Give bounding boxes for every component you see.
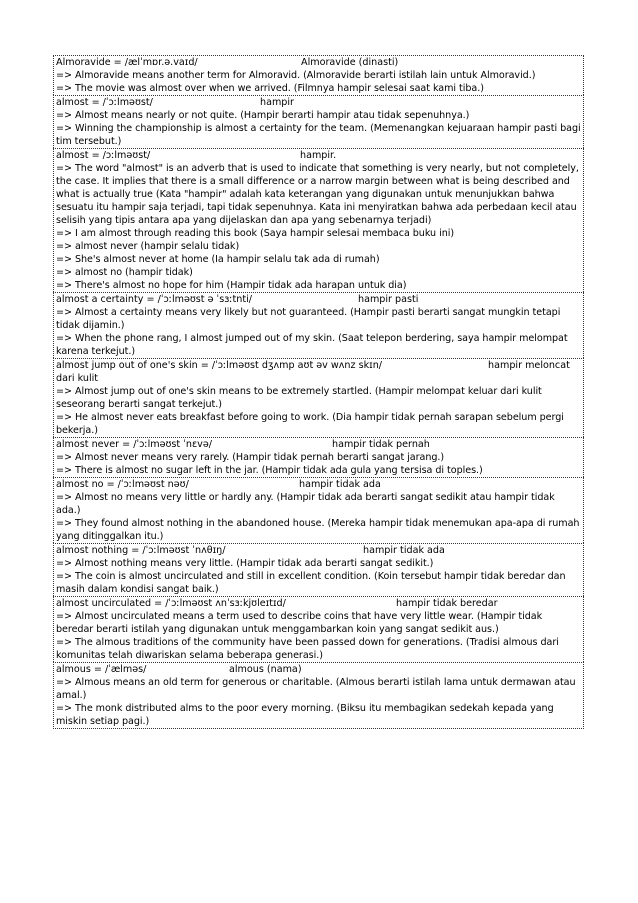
entry-line: => almost no (hampir tidak) bbox=[56, 267, 193, 278]
entry-headword: almost no = /ˈɔːlməʊst nəʊ/ bbox=[56, 479, 189, 490]
dictionary-entry bbox=[53, 477, 584, 543]
entry-line: => The almous traditions of the community have been passed down for generations. (Tradisi almous dari komunitas telah diwariskan selama beberapa generasi.) bbox=[56, 637, 559, 661]
dictionary-entry bbox=[53, 596, 584, 662]
entry-headword: almost uncirculated = /ˈɔːlməʊst ʌnˈsɜːkjʊleɪtɪd/ bbox=[56, 598, 286, 609]
entry-header bbox=[56, 438, 582, 451]
entry-headword: almost never = /ˈɔːlməʊst ˈnɛvə/ bbox=[56, 439, 212, 450]
dictionary-entry bbox=[53, 55, 584, 95]
entry-header bbox=[56, 96, 582, 109]
entry-line: => I am almost through reading this book (Saya hampir selesai membaca buku ini) bbox=[56, 228, 455, 239]
entry-line: => When the phone rang, I almost jumped out of my skin. (Saat telepon berdering, saya hampir melompat karena terkejut.) bbox=[56, 333, 568, 357]
entry-line: => The movie was almost over when we arrived. (Filmnya hampir selesai saat kami tiba.) bbox=[56, 83, 484, 94]
entry-line: => The monk distributed alms to the poor every morning. (Biksu itu membagikan sedekah kepada yang miskin setiap pagi.) bbox=[56, 703, 554, 727]
entry-headword: almost a certainty = /ˈɔːlməʊst ə ˈsɜːtnti/ bbox=[56, 294, 253, 305]
entry-header bbox=[56, 359, 582, 385]
entry-line: => almost never (hampir selalu tidak) bbox=[56, 241, 240, 252]
entry-line: => Winning the championship is almost a certainty for the team. (Memenangkan kejuaraan hampir pasti bagi tim tersebut.) bbox=[56, 123, 581, 147]
entry-header bbox=[56, 293, 582, 306]
entry-line: => There is almost no sugar left in the jar. (Hampir tidak ada gula yang tersisa di toples.) bbox=[56, 465, 483, 476]
dictionary-entry bbox=[53, 95, 584, 148]
entry-headword: almost jump out of one's skin = /ˈɔːlməʊst dʒʌmp aʊt əv wʌnz skɪn/ bbox=[56, 360, 383, 371]
entry-translation: hampir tidak pernah bbox=[332, 439, 430, 450]
entry-translation: hampir tidak ada bbox=[363, 545, 445, 556]
entry-line: => He almost never eats breakfast before going to work. (Dia hampir tidak pernah sarapan sebelum pergi bekerja.) bbox=[56, 412, 564, 436]
entry-line: => Almost jump out of one's skin means to be extremely startled. (Hampir melompat keluar dari kulit seseorang berarti sangat terkejut.) bbox=[56, 386, 542, 410]
entry-line: => Almost nothing means very little. (Hampir tidak ada berarti sangat sedikit.) bbox=[56, 558, 434, 569]
entry-header bbox=[56, 544, 582, 557]
entry-header bbox=[56, 149, 582, 162]
entry-headword: almost nothing = /ˈɔːlməʊst ˈnʌθɪŋ/ bbox=[56, 545, 226, 556]
entry-line: => Almost never means very rarely. (Hampir tidak pernah berarti sangat jarang.) bbox=[56, 452, 445, 463]
entry-header bbox=[56, 478, 582, 491]
entry-header bbox=[56, 663, 582, 676]
entry-line: => Almoravide means another term for Almoravid. (Almoravide berarti istilah lain untuk Almoravid.) bbox=[56, 70, 536, 81]
entry-line: => Almost means nearly or not quite. (Hampir berarti hampir atau tidak sepenuhnya.) bbox=[56, 110, 470, 121]
dictionary-entry bbox=[53, 148, 584, 292]
entry-translation: Almoravide (dinasti) bbox=[301, 57, 399, 68]
entry-line: => Almost a certainty means very likely but not guaranteed. (Hampir pasti berarti sangat mungkin tetapi tidak dijamin.) bbox=[56, 307, 561, 331]
entry-headword: almost = /ɔːlməʊst/ bbox=[56, 150, 151, 161]
entry-translation: almous (nama) bbox=[229, 664, 302, 675]
dictionary-entry bbox=[53, 437, 584, 477]
entry-headword: almous = /ˈælməs/ bbox=[56, 664, 147, 675]
entry-line: => Almous means an old term for generous or charitable. (Almous berarti istilah lama untuk dermawan atau amal.) bbox=[56, 677, 576, 701]
entry-line: => Almost no means very little or hardly any. (Hampir tidak ada berarti sangat sedikit atau hampir tidak ada.) bbox=[56, 492, 555, 516]
entry-line: => The coin is almost uncirculated and still in excellent condition. (Koin tersebut hampir tidak beredar dan masih dalam kondisi sangat baik.) bbox=[56, 571, 566, 595]
entry-translation: hampir. bbox=[300, 150, 337, 161]
entry-translation: hampir bbox=[260, 97, 295, 108]
entry-line: => There's almost no hope for him (Hampir tidak ada harapan untuk dia) bbox=[56, 280, 407, 291]
entry-line: => Almost uncirculated means a term used to describe coins that have very little wear. (Hampir tidak beredar berarti istilah yang digunakan untuk menggambarkan koin yang sangat sedikit aus.) bbox=[56, 611, 543, 635]
dictionary-entry bbox=[53, 292, 584, 358]
dictionary-entry bbox=[53, 543, 584, 596]
entry-header bbox=[56, 56, 582, 69]
dictionary-entry bbox=[53, 662, 584, 729]
entry-header bbox=[56, 597, 582, 610]
entry-translation: hampir tidak beredar bbox=[396, 598, 498, 609]
entry-line: => The word "almost" is an adverb that is used to indicate that something is very nearly, but not completely, the case. It implies that there is a small difference or a narrow margin between what is being described and what is actually true (Kata "hampir" adalah kata keterangan yang digunakan untuk menunjukkan bahwa sesuatu itu hampir saja terjadi, tapi tidak sepenuhnya. Kata ini menyiratkan bahwa ada perbedaan kecil atau selisih yang tipis antara apa yang dijelaskan dan apa yang sebenarnya terjadi) bbox=[56, 163, 579, 226]
dictionary-page bbox=[53, 55, 584, 729]
entry-translation: hampir pasti bbox=[358, 294, 419, 305]
entry-line: => She's almost never at home (Ia hampir selalu tak ada di rumah) bbox=[56, 254, 380, 265]
entry-headword: almost = /ˈɔːlməʊst/ bbox=[56, 97, 153, 108]
entry-line: => They found almost nothing in the abandoned house. (Mereka hampir tidak menemukan apa-apa di rumah yang ditinggalkan itu.) bbox=[56, 518, 580, 542]
entry-translation: hampir tidak ada bbox=[299, 479, 381, 490]
entry-translation: hampir meloncat dari kulit bbox=[56, 360, 570, 384]
dictionary-entry bbox=[53, 358, 584, 437]
entry-headword: Almoravide = /ælˈmɒr.ə.vaɪd/ bbox=[56, 57, 198, 68]
